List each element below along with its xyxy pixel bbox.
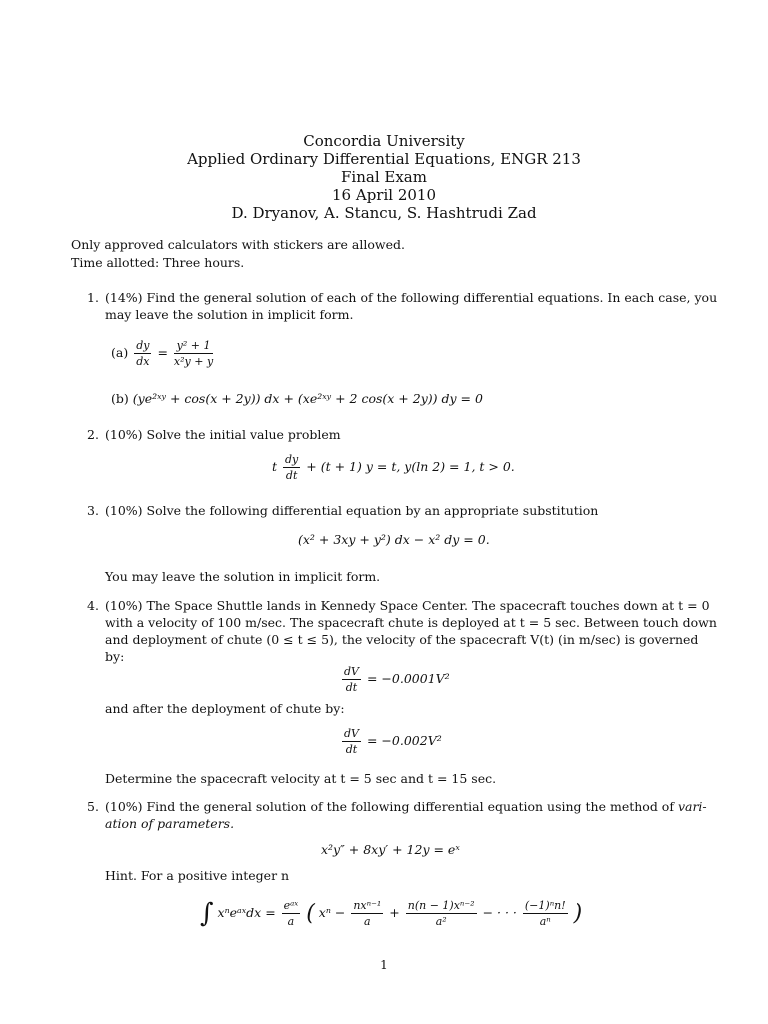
part-label: (b) xyxy=(111,391,129,406)
exam-header xyxy=(0,132,768,222)
denominator: dt xyxy=(345,743,358,756)
question-text: and deployment of chute (0 ≤ t ≤ 5), the velocity of the spacecraft V(t) (in m/sec) is governed xyxy=(105,632,699,647)
fraction xyxy=(174,338,213,369)
question-text: ation of parameters. xyxy=(105,816,235,831)
question-number: 5. xyxy=(87,799,99,814)
fraction xyxy=(134,338,151,369)
question-text: (14%) Find the general solution of each of the following differential equations. In each case, you xyxy=(105,290,718,305)
time-note: Time allotted: Three hours. xyxy=(71,255,245,270)
fraction xyxy=(523,898,568,929)
denominator: a² xyxy=(435,915,447,928)
question-text: (10%) Solve the following differential equation by an appropriate substitution xyxy=(105,503,599,518)
question-text: Determine the spacecraft velocity at t = 5 sec and t = 15 sec. xyxy=(105,771,497,786)
question-4 xyxy=(87,597,717,665)
fraction xyxy=(342,726,361,757)
fraction xyxy=(282,898,301,929)
numerator: n(n − 1)xⁿ⁻² xyxy=(407,899,475,912)
equation-text: − · · · xyxy=(482,905,517,920)
part-label: (a) xyxy=(111,345,129,360)
numerator: nxⁿ⁻¹ xyxy=(353,899,382,912)
question-1 xyxy=(87,289,718,323)
question-text: You may leave the solution in implicit form. xyxy=(105,569,381,584)
question-text: with a velocity of 100 m/sec. The spacecraft chute is deployed at t = 5 sec. Between touch down xyxy=(105,615,717,630)
equation-prefix: t xyxy=(272,459,278,474)
equation-2 xyxy=(272,452,515,483)
calculator-note: Only approved calculators with stickers are allowed. xyxy=(71,237,405,252)
equation-text: = −0.0001V² xyxy=(366,671,450,686)
equation-1a: (a) $\frac{dy}{dx}$ = $\frac{\text{y² + 1}}{\text{x²y + y}}$ xyxy=(111,339,214,368)
equation-3: (x² + 3xy + y²) dx − x² dy = 0. xyxy=(298,532,490,547)
equation-5: x²y″ + 8xy′ + 12y = eˣ xyxy=(321,842,460,857)
denominator: a xyxy=(364,915,371,928)
denominator: dx xyxy=(136,355,150,368)
question-2 xyxy=(87,426,687,443)
question-number: 1. xyxy=(87,290,99,305)
denominator: x²y + y xyxy=(173,355,214,368)
numerator: dV xyxy=(344,665,359,678)
question-number: 2. xyxy=(87,427,99,442)
question-3-note xyxy=(87,568,687,585)
equation-4b xyxy=(340,726,442,757)
exam-notes xyxy=(71,236,405,272)
question-text xyxy=(105,798,707,815)
question-text-emphasis: vari- xyxy=(677,799,707,814)
equation-text: (ye²ˣʸ + cos(x + 2y)) dx + (xe²ˣʸ + 2 cos(x + 2y)) dy = 0 xyxy=(132,391,483,406)
integral-sign: ∫ xyxy=(200,898,214,929)
numerator: eᵃˣ xyxy=(283,899,299,912)
course-title: Applied Ordinary Differential Equations, ENGR 213 xyxy=(187,150,581,168)
question-5 xyxy=(87,798,707,832)
numerator: dy xyxy=(285,453,299,466)
denominator: a xyxy=(287,915,295,928)
equation-text: + xyxy=(389,905,400,920)
question-4-text xyxy=(87,700,687,717)
fraction xyxy=(283,452,300,483)
numerator: dy xyxy=(136,339,150,352)
numerator: dV xyxy=(344,727,359,740)
question-text-part: (10%) Find the general solution of the following differential equation using the method of xyxy=(105,799,678,814)
question-4-task xyxy=(87,770,687,787)
right-paren: ) xyxy=(573,901,583,926)
denominator: dt xyxy=(285,469,298,482)
question-text: and after the deployment of chute by: xyxy=(105,701,345,716)
hint-text: Hint. For a positive integer n xyxy=(105,868,290,883)
integral-formula xyxy=(200,898,582,929)
question-text: may leave the solution in implicit form. xyxy=(105,307,354,322)
question-number: 4. xyxy=(87,598,99,613)
question-text: (10%) Solve the initial value problem xyxy=(105,427,341,442)
equation-text: = −0.002V² xyxy=(366,733,442,748)
page-number: 1 xyxy=(380,958,388,972)
numerator: (−1)ⁿn! xyxy=(524,899,566,912)
equation-text: xⁿ − xyxy=(318,905,346,920)
question-3 xyxy=(87,502,687,519)
equation-text: + (t + 1) y = t, y(ln 2) = 1, t > 0. xyxy=(306,459,515,474)
fraction xyxy=(351,898,383,929)
question-number: 3. xyxy=(87,503,99,518)
left-paren: ( xyxy=(306,901,315,926)
fraction xyxy=(342,664,361,695)
exam-authors: D. Dryanov, A. Stancu, S. Hashtrudi Zad xyxy=(231,204,537,222)
fraction xyxy=(406,898,477,929)
denominator: dt xyxy=(345,681,358,694)
equation-text: xⁿeᵃˣdx = xyxy=(217,905,276,920)
exam-date: 16 April 2010 xyxy=(332,186,436,204)
equation-1b xyxy=(111,391,483,406)
numerator: y² + 1 xyxy=(174,338,213,354)
exam-title: Final Exam xyxy=(341,168,427,186)
question-text: by: xyxy=(105,649,125,664)
denominator: aⁿ xyxy=(539,915,551,928)
university-name: Concordia University xyxy=(303,132,465,150)
equation-4a xyxy=(340,664,450,695)
question-text: (10%) The Space Shuttle lands in Kennedy Space Center. The spacecraft touches down at t = 0 xyxy=(105,598,710,613)
question-5-hint xyxy=(87,867,687,884)
